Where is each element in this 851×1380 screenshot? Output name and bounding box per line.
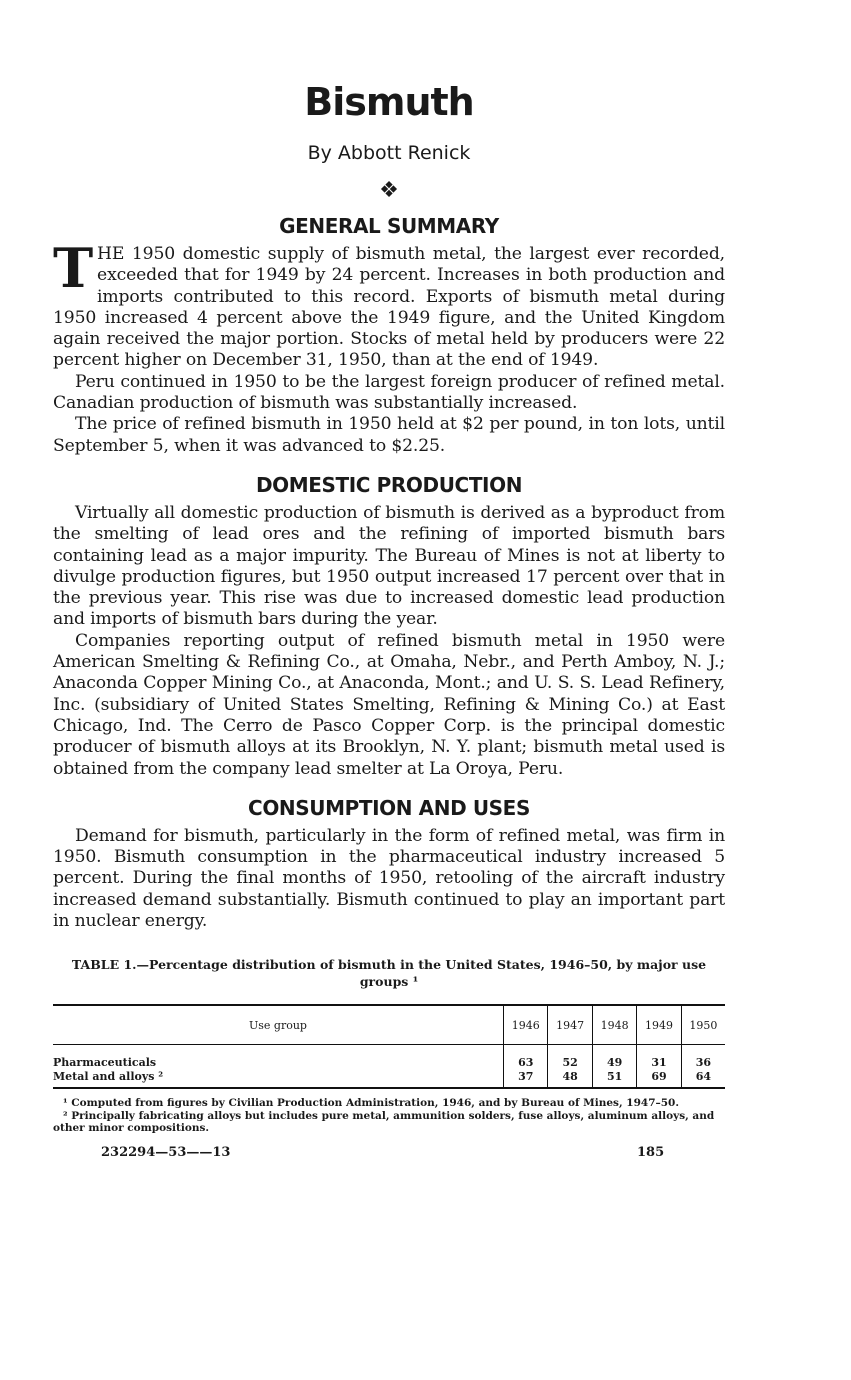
table-cell: 48 xyxy=(548,1069,592,1088)
summary-paragraph-1-text: HE 1950 domestic supply of bismuth metal, the largest ever recorded, exceeded that for 1949 by 24 percent. Increases in both production and imports contributed to this record. Exports of bismuth metal during 1950 increased 4 percent above the 1949 figure, and the United Kingdom again received the major portion. Stocks of metal held by producers were 22 percent higher on December 31, 1950, than at the end of 1949. xyxy=(53,244,725,371)
table-cell: 31 xyxy=(637,1045,681,1070)
drop-cap: T xyxy=(53,236,94,300)
table-caption: TABLE 1.—Percentage distribution of bismuth in the United States, 1946–50, by major use groups ¹ xyxy=(71,957,707,990)
consumption-paragraph-1: Demand for bismuth, particularly in the form of refined metal, was firm in 1950. Bismuth consumption in the pharmaceutical industry increased 5 percent. During the final months of 1950, retooling of the aircraft industry increased demand substantially. Bismuth continued to play an important part in nuclear energy. xyxy=(53,825,725,932)
table-cell: 37 xyxy=(504,1069,548,1088)
domestic-paragraph-1: Virtually all domestic production of bismuth is derived as a byproduct from the smelting of lead ores and the refining of imported bismuth bars containing lead as a major impurity. The Bureau of Mines is not at liberty to divulge production figures, but 1950 output increased 17 percent over that in the previous year. This rise was due to increased domestic lead production and imports of bismuth bars during the year. xyxy=(53,502,725,630)
table-header-row xyxy=(53,1005,725,1045)
table-row xyxy=(53,1069,725,1088)
heading-consumption-uses: CONSUMPTION AND USES xyxy=(248,795,530,820)
page-number: 185 xyxy=(637,1144,665,1160)
table-header-1947: 1947 xyxy=(548,1005,592,1045)
table-header-use-group: Use group xyxy=(53,1005,504,1045)
row-label-pharmaceuticals: Pharmaceuticals xyxy=(53,1055,157,1069)
ornament-icon: ❖ xyxy=(379,178,399,203)
heading-general-summary: GENERAL SUMMARY xyxy=(279,214,499,238)
table-header-1946: 1946 xyxy=(504,1005,548,1045)
table-cell: 49 xyxy=(592,1045,636,1070)
footnote-1: ¹ Computed from figures by Civilian Production Administration, 1946, and by Bureau of Mines, 1947–50. xyxy=(63,1097,680,1110)
table-header-1948: 1948 xyxy=(592,1005,636,1045)
summary-paragraph-2: Peru continued in 1950 to be the largest foreign producer of refined metal. Canadian production of bismuth was substantially increased. xyxy=(53,371,725,414)
domestic-paragraph-2: Companies reporting output of refined bismuth metal in 1950 were American Smelting & Refining Co., at Omaha, Nebr., and Perth Amboy, N. J.; Anaconda Copper Mining Co., at Anaconda, Mont.; and U. S. S. Lead Refinery, Inc. (subsidiary of United States Smelting, Refining & Mining Co.) at East Chicago, Ind. The Cerro de Pasco Copper Corp. is the principal domestic producer of bismuth alloys at its Brooklyn, N. Y. plant; bismuth metal used is obtained from the company lead smelter at La Oroya, Peru. xyxy=(53,630,725,779)
footnote-2: ² Principally fabricating alloys but includes pure metal, ammunition solders, fuse alloys, aluminum alloys, and other minor compositions. xyxy=(53,1109,715,1135)
table-cell: 36 xyxy=(681,1045,725,1070)
summary-paragraph-1 xyxy=(53,236,725,372)
heading-domestic-production: DOMESTIC PRODUCTION xyxy=(255,472,523,497)
summary-paragraph-3: The price of refined bismuth in 1950 held at $2 per pound, in ton lots, until September 5, when it was advanced to $2.25. xyxy=(53,414,725,456)
table-cell: 63 xyxy=(504,1045,548,1070)
table-footnotes xyxy=(53,1097,725,1135)
table-cell: 64 xyxy=(681,1069,725,1088)
document-page xyxy=(53,0,725,1163)
table-header-1950: 1950 xyxy=(681,1005,725,1045)
table-header-1949: 1949 xyxy=(637,1005,681,1045)
use-distribution-table xyxy=(53,1004,725,1089)
table-cell: 51 xyxy=(592,1069,636,1088)
print-code: 232294—53——13 xyxy=(101,1144,231,1160)
author-byline: By Abbott Renick xyxy=(307,142,471,164)
page-footer xyxy=(53,1145,725,1163)
table-row xyxy=(53,1045,725,1070)
section-domestic-production xyxy=(53,503,725,780)
table-cell: 69 xyxy=(637,1069,681,1088)
page-title: Bismuth xyxy=(304,80,474,124)
section-general-summary xyxy=(53,236,725,457)
table-cell: 52 xyxy=(548,1045,592,1070)
row-label-metal-and-alloys: Metal and alloys ² xyxy=(53,1069,504,1088)
section-consumption-uses xyxy=(53,826,725,932)
